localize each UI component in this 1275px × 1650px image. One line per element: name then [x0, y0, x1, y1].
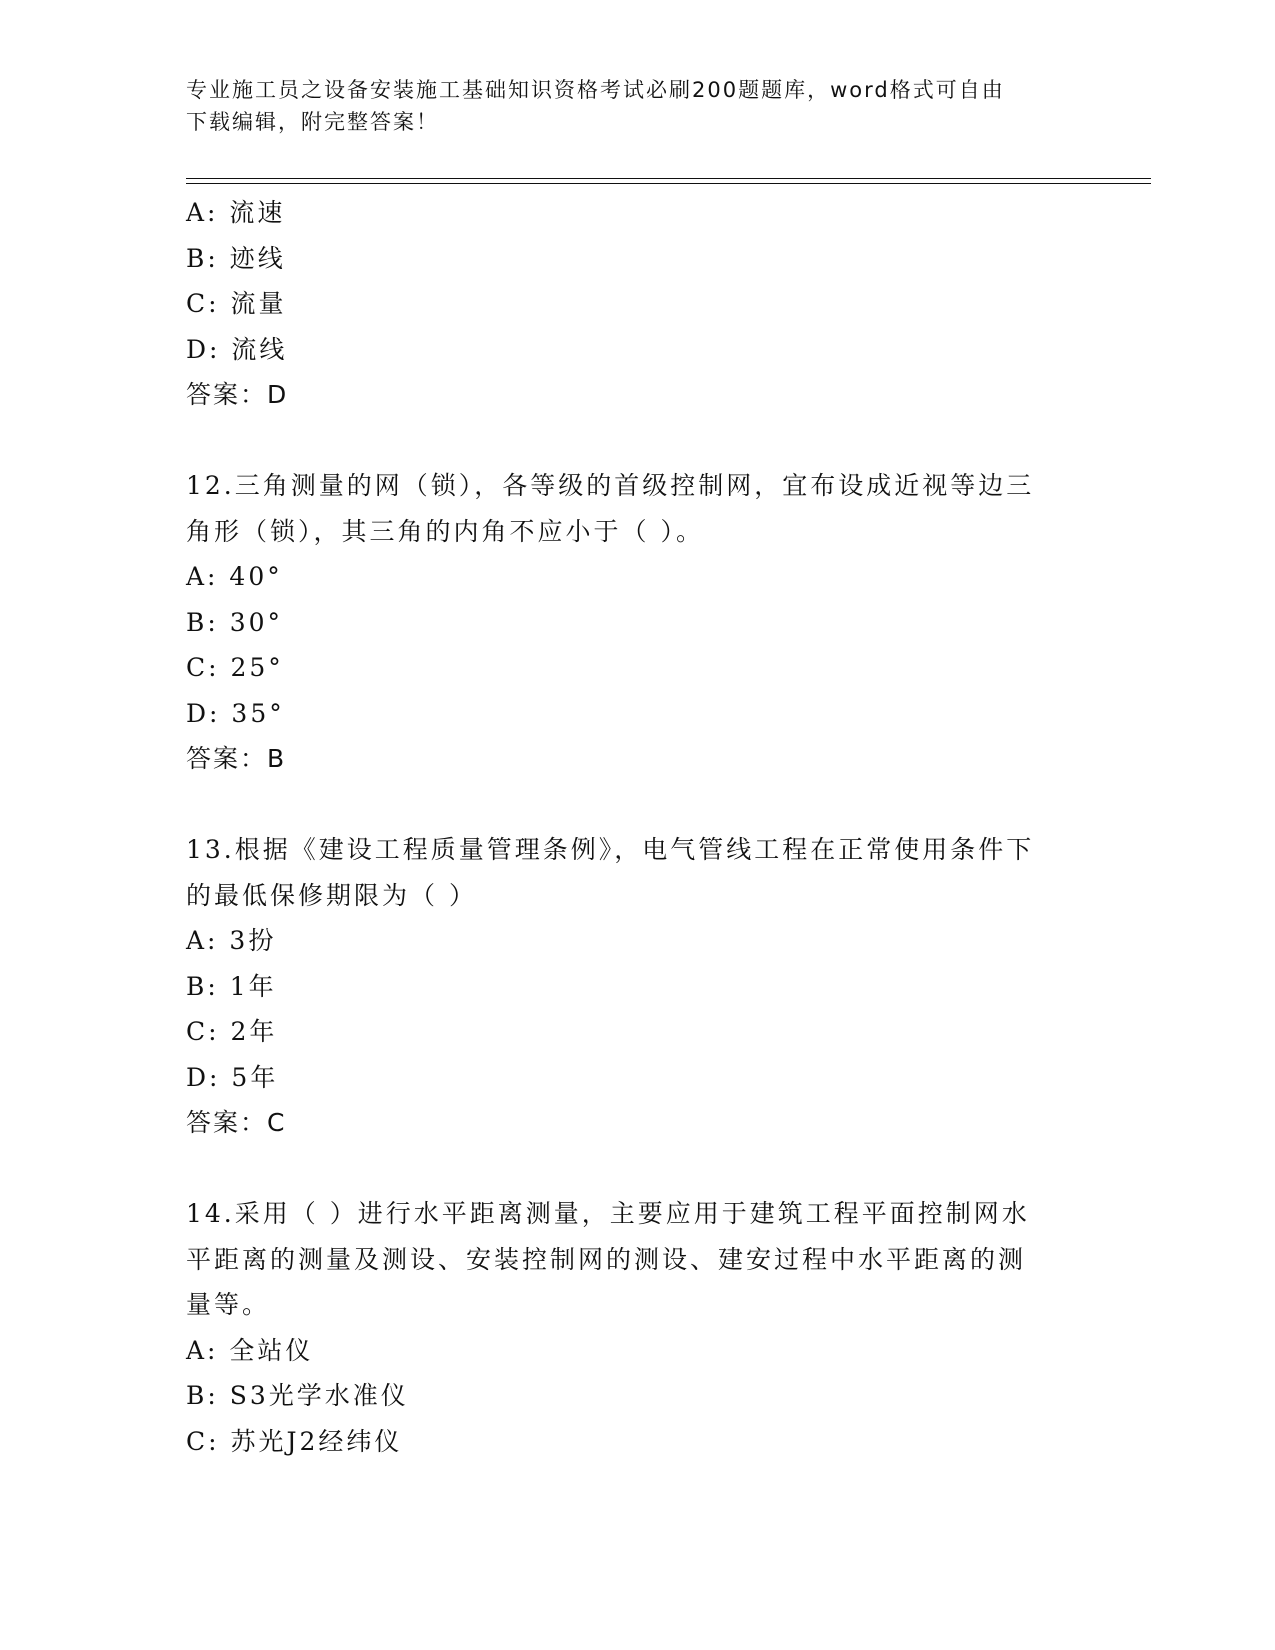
option-b: B: S3光学水准仪: [186, 1381, 409, 1410]
option-c: C: 苏光J2经纬仪: [186, 1426, 403, 1456]
question-text-line: 13.根据《建设工程质量管理条例》，电气管线工程在正常使用条件下: [186, 835, 1035, 864]
question-text-line: 12.三角测量的网（锁），各等级的首级控制网，宜布设成近视等边三: [186, 471, 1035, 500]
spacer: [186, 782, 1086, 828]
option-d: D: 35°: [186, 698, 285, 728]
option-c: C: 流量: [186, 289, 287, 318]
question-text-line: 14.采用（ ）进行水平距离测量，主要应用于建筑工程平面控制网水: [186, 1199, 1030, 1228]
question-text-line: 平距离的测量及测设、安装控制网的测设、建安过程中水平距离的测: [186, 1244, 1027, 1274]
question-14: [186, 1191, 1086, 1464]
question-13: [186, 827, 1086, 1146]
answer-line: 答案：B: [186, 744, 287, 773]
answer-line: 答案：D: [186, 380, 289, 409]
option-c: C: 2年: [186, 1017, 278, 1046]
header-rule-bottom: [186, 183, 1151, 184]
option-b: B: 迹线: [186, 243, 286, 273]
header-line-2: 下载编辑，附完整答案！: [186, 110, 439, 134]
option-c: C: 25°: [186, 653, 284, 682]
spacer: [186, 418, 1086, 464]
option-a: A: 40°: [186, 562, 283, 591]
option-d: D: 流线: [186, 334, 288, 364]
question-list: [186, 190, 1086, 1464]
option-a: A: 全站仪: [186, 1335, 314, 1365]
question-text-line: 角形（锁），其三角的内角不应小于（ ）。: [186, 516, 704, 546]
header-rule-top: [186, 178, 1151, 179]
question-text-line: 量等。: [186, 1290, 271, 1319]
header-line-1: 专业施工员之设备安装施工基础知识资格考试必刷200题题库，word格式可自由: [186, 78, 1005, 102]
option-b: B: 1年: [186, 971, 277, 1001]
option-a: A: 3扮: [186, 926, 277, 955]
option-d: D: 5年: [186, 1062, 279, 1092]
question-11-continuation: [186, 190, 1086, 418]
document-header: [186, 74, 1086, 138]
answer-line: 答案：C: [186, 1108, 287, 1137]
spacer: [186, 1146, 1086, 1192]
question-text-line: 的最低保修期限为（ ）: [186, 880, 477, 910]
option-a: A: 流速: [186, 198, 286, 227]
question-12: [186, 463, 1086, 782]
option-b: B: 30°: [186, 607, 284, 637]
